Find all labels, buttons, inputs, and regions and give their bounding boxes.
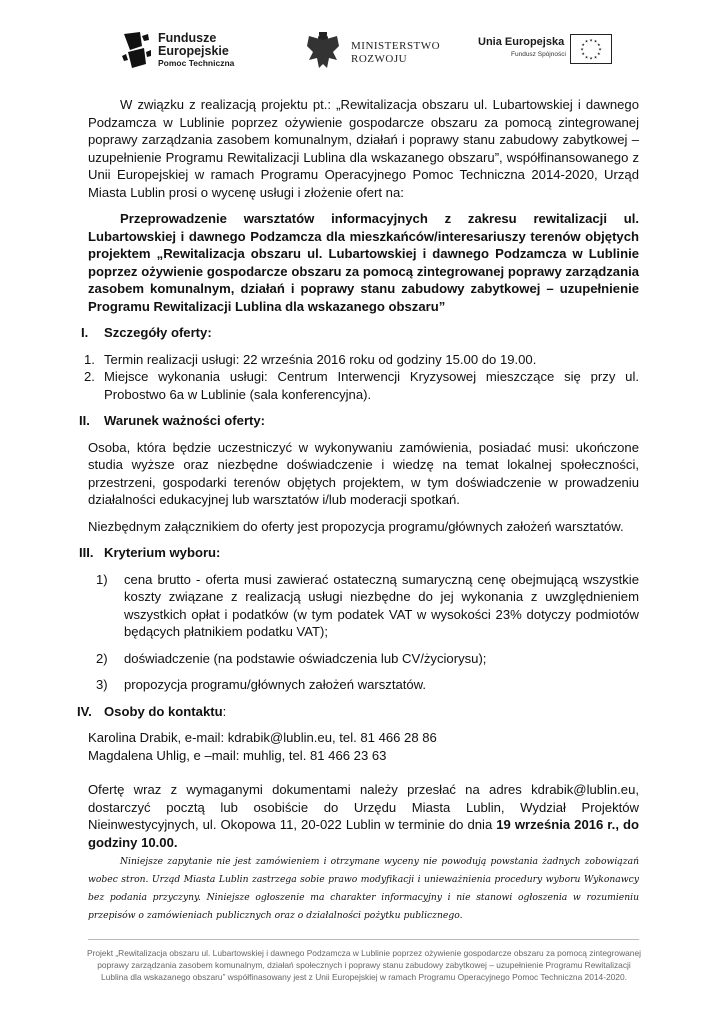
ministry-line2: ROZWOJU bbox=[351, 53, 408, 65]
footer-divider bbox=[88, 939, 639, 940]
eu-star: ★ bbox=[593, 38, 598, 44]
eu-star: ★ bbox=[589, 37, 593, 43]
fe-stars-mark-icon bbox=[120, 30, 152, 72]
section-iii-heading bbox=[79, 544, 639, 562]
list-item-number: 2) bbox=[96, 650, 108, 666]
ministry-logo bbox=[305, 30, 445, 74]
fe-logo-line1: Fundusze bbox=[158, 31, 217, 45]
eu-star: ★ bbox=[581, 51, 586, 56]
page-footer: Projekt „Rewitalizacja obszaru ul. Lubartowskiej i dawnego Podzamcza w Lublinie poprzez ożywienie gospodarcze obszaru za pomocą zintegrowanej poprawy zarządzania zasobem komunalnym, działań społecznych i poprawy stanu zabudowy zabytkowej – uzupełnienie Programu Rewitalizacji Lublina dla wskazanego obszaru” współfinasowany jest z Unii Europejskiej w ramach Programu Operacyjnego Pomoc Techniczna 2014-2020. bbox=[87, 948, 641, 982]
section-ii-paragraph-2: Niezbędnym załącznikiem do oferty jest propozycja programu/głównych założeń warsztatów. bbox=[88, 518, 624, 534]
list-item-text: Termin realizacji usługi: 22 września 2016 roku od godziny 15.00 do 19.00. bbox=[104, 351, 537, 367]
list-item-number: 1) bbox=[96, 571, 108, 587]
subject-paragraph bbox=[88, 210, 639, 315]
list-item-text: doświadczenie (na podstawie oświadczenia lub CV/życiorysu); bbox=[124, 650, 487, 666]
list-item bbox=[84, 351, 639, 369]
header-logos bbox=[0, 26, 725, 80]
list-item bbox=[88, 676, 639, 694]
eu-logo bbox=[478, 36, 628, 72]
list-item bbox=[88, 571, 639, 641]
eu-star: ★ bbox=[584, 54, 589, 60]
section-iv-title: Osoby do kontaktu bbox=[104, 703, 223, 719]
eu-logo-title: Unia Europejska bbox=[478, 36, 565, 48]
contact-1: Karolina Drabik, e-mail: kdrabik@lublin.eu, tel. 81 466 28 86 bbox=[88, 730, 437, 745]
disclaimer-text: Niniejsze zapytanie nie jest zamówieniem i otrzymane wyceny nie powodują powstania żadnych zobowiązań wobec stron. Urząd Miasta Lublin zastrzega sobie prawo modyfikacji i unieważnienia procedury wyboru Wykonawcy bez podania przyczyny. Niniejsze ogłoszenie ma charakter informacyjny i nie stanowi ogłoszenia w rozumieniu przepisów o zamówieniach publicznych oraz o działalności pożytku publicznego. bbox=[88, 856, 639, 921]
eu-star: ★ bbox=[596, 51, 601, 56]
list-item-number: 3) bbox=[96, 677, 108, 692]
list-item-number: 1. bbox=[84, 351, 95, 367]
ministry-line1: MINISTERSTWO bbox=[351, 40, 441, 52]
deadline-date: 19 września 2016 r., bbox=[496, 817, 619, 832]
list-item-text: Miejsce wykonania usługi: Centrum Interwencji Kryzysowej mieszczące się przy ul. Probostwo 6a w Lublinie (sala konferencyjna). bbox=[104, 369, 639, 402]
section-iii-title: Kryterium wyboru: bbox=[104, 545, 221, 560]
eu-star: ★ bbox=[580, 46, 584, 52]
contact-2: Magdalena Uhlig, e –mail: muhlig, tel. 81 466 23 63 bbox=[88, 747, 387, 763]
fe-logo-text bbox=[158, 32, 234, 69]
closing-text: Ofertę wraz z wymaganymi dokumentami należy przesłać na adres kdrabik@lublin.eu, dostarczyć pocztą lub osobiście do Urzędu Miasta Lublin, Wydział Projektów Nieinwestycyjnych, ul. Okopowa 11, 20-022 Lublin w terminie do dnia bbox=[88, 782, 639, 832]
subject-text: Przeprowadzenie warsztatów informacyjnych z zakresu rewitalizacji ul. Lubartowskiej i dawnego Podzamcza dla mieszkańców/interesariuszy terenów objętych projektem „Rewitalizacja obszaru ul. Lubartowskiej i dawnego Podzamcza w Lublinie poprzez ożywienie gospodarcze obszaru za pomocą zintegrowanej poprawy zarządzania zasobem komunalnym, działań i poprawy stanu zabudowy zabytkowej – uzupełnienie Programu Rewitalizacji Lublina dla wskazanego obszaru” bbox=[88, 211, 639, 314]
eagle-emblem-icon bbox=[305, 30, 341, 72]
section-iv-number: IV. bbox=[77, 703, 92, 719]
list-item-text: cena brutto - oferta musi zawierać ostateczną sumaryczną cenę obejmującą wszystkie koszty związane z realizacją usługi niezbędne do jej wykonania z uwzględnieniem wszystkich opłat i podatków (w tym podatek VAT w wysokości 23% dotyczy podmiotów będących płatnikiem podatku VAT); bbox=[124, 571, 639, 639]
section-ii-paragraph-1: Osoba, która będzie uczestniczyć w wykonywaniu zamówienia, posiadać musi: ukończone studia wyższe oraz niezbędne doświadczenie i wiedzę na temat lokalnej społeczności, przestrzeni, gospodarki terenów objętych projektem, w tym doświadczenie w prowadzeniu działalności edukacyjnej lub warsztatów i/lub moderacji spotkań. bbox=[88, 439, 639, 507]
section-ii-number: II. bbox=[79, 413, 90, 428]
list-item bbox=[84, 368, 639, 403]
section-i-number: I. bbox=[81, 325, 89, 340]
section-iv-heading: IV. Osoby do kontaktu: bbox=[77, 703, 227, 719]
eu-star: ★ bbox=[598, 46, 602, 52]
document-body bbox=[77, 96, 639, 851]
section-i-title: Szczegóły oferty: bbox=[104, 325, 212, 340]
eu-flag-icon bbox=[570, 34, 612, 64]
disclaimer bbox=[88, 853, 639, 925]
list-item-text: propozycja programu/głównych założeń warsztatów. bbox=[124, 677, 427, 692]
eu-star: ★ bbox=[589, 55, 593, 61]
eu-star: ★ bbox=[584, 38, 589, 44]
eu-star: ★ bbox=[596, 42, 601, 47]
section-i-heading bbox=[81, 324, 639, 342]
eu-logo-subtitle: Fundusz Spójności bbox=[511, 51, 566, 58]
list-item-number: 2. bbox=[84, 369, 95, 384]
section-ii-title: Warunek ważności oferty: bbox=[104, 413, 266, 428]
eu-star: ★ bbox=[593, 54, 598, 60]
section-iii-number: III. bbox=[79, 545, 94, 560]
fe-logo-line3: Pomoc Techniczna bbox=[158, 58, 235, 68]
list-item bbox=[88, 650, 639, 668]
deadline-time: do godziny 10.00. bbox=[88, 817, 639, 850]
eu-star: ★ bbox=[581, 42, 586, 47]
intro-paragraph: W związku z realizacją projektu pt.: „Rewitalizacja obszaru ul. Lubartowskiej i dawnego Podzamcza w Lublinie poprzez ożywienie gospodarcze obszaru za pomocą zintegrowanej poprawy zarządzania zasobem komunalnym, działań i poprawy stanu zabudowy zabytkowej – uzupełnienie Programu Rewitalizacji Lublina dla wskazanego obszaru”, współfinansowanego z Unii Europejskiej w ramach Programu Operacyjnego Pomoc Techniczna 2014-2020, Urząd Miasta Lublin prosi o wycenę usługi i złożenie ofert na: bbox=[88, 97, 639, 200]
closing-paragraph bbox=[88, 781, 639, 851]
fe-logo-line2: Europejskie bbox=[158, 44, 229, 58]
ministry-text bbox=[351, 40, 440, 66]
fundusze-europejskie-logo bbox=[120, 30, 270, 74]
section-ii-heading bbox=[79, 412, 639, 430]
